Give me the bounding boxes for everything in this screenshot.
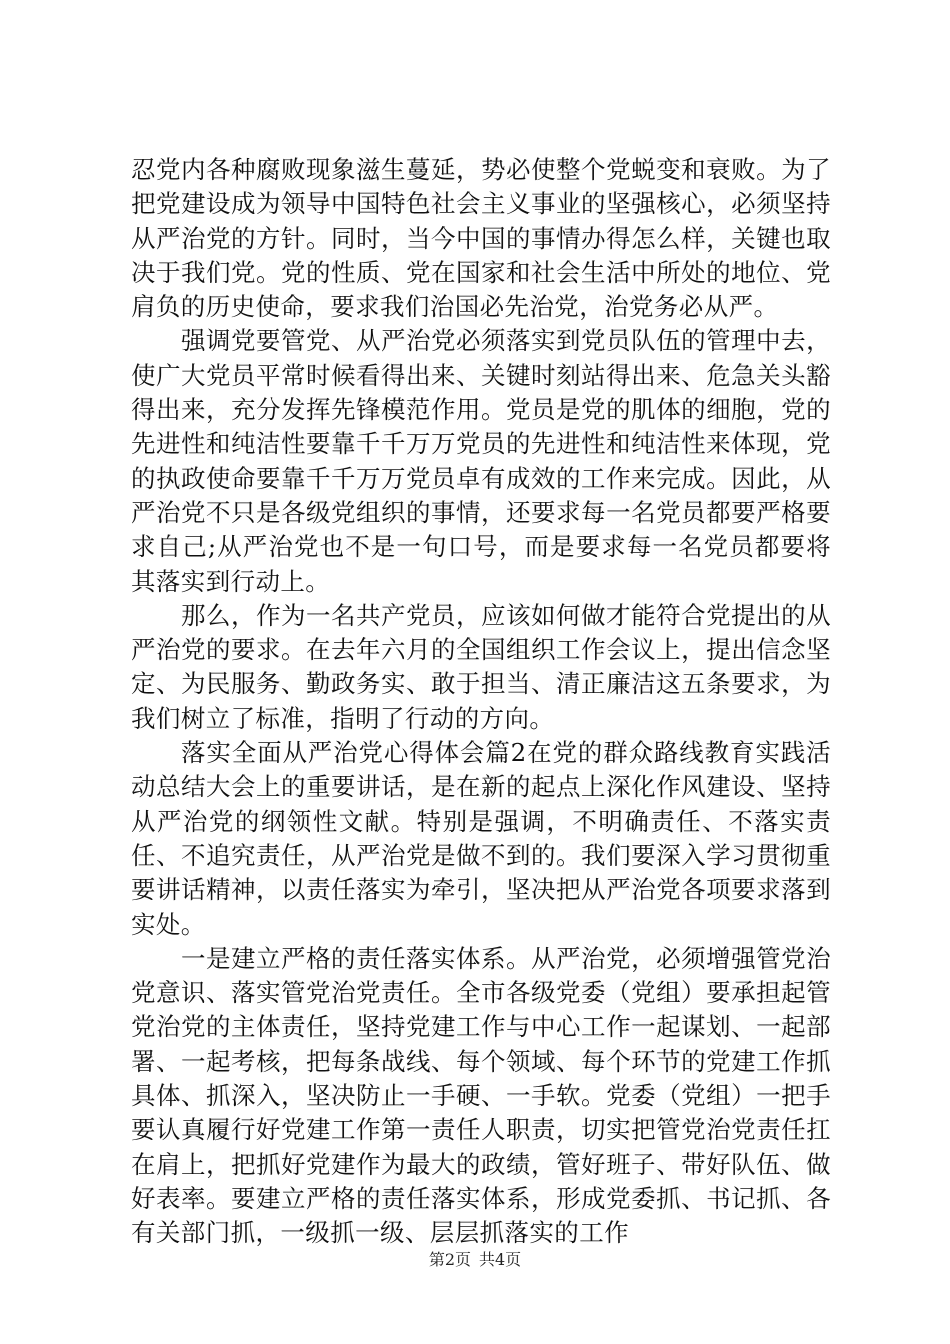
page-total: 共4页 (479, 1250, 522, 1269)
paragraph: 那么，作为一名共产党员，应该如何做才能符合党提出的从严治党的要求。在去年六月的全国组织工作会议上，提出信念坚定、为民服务、勤政务实、敢于担当、清正廉洁这五条要求，为我们树立了标准，指明了行动的方向。 (131, 600, 831, 733)
paragraph: 忍党内各种腐败现象滋生蔓延，势必使整个党蜕变和衰败。为了把党建设成为领导中国特色社会主义事业的坚强核心，必须坚持从严治党的方针。同时，当今中国的事情办得怎么样，关键也取决于我们党。党的性质、党在国家和社会生活中所处的地位、党肩负的历史使命，要求我们治国必先治党，治党务必从严。 (131, 155, 831, 322)
page-number: 第2页 (428, 1250, 471, 1269)
page-footer (0, 1247, 950, 1270)
document-body (131, 153, 831, 1251)
paragraph: 强调党要管党、从严治党必须落实到党员队伍的管理中去，使广大党员平常时候看得出来、关键时刻站得出来、危急关头豁得出来，充分发挥先锋模范作用。党员是党的肌体的细胞，党的先进性和纯洁性要靠千千万万党员的先进性和纯洁性来体现，党的执政使命要靠千千万万党员卓有成效的工作来完成。因此，从严治党不只是各级党组织的事情，还要求每一名党员都要严格要求自己;从严治党也不是一句口号，而是要求每一名党员都要将其落实到行动上。 (131, 326, 831, 596)
paragraph: 一是建立严格的责任落实体系。从严治党，必须增强管党治党意识、落实管党治党责任。全市各级党委（党组）要承担起管党治党的主体责任，坚持党建工作与中心工作一起谋划、一起部署、一起考核，把每条战线、每个领域、每个环节的党建工作抓具体、抓深入，坚决防止一手硬、一手软。党委（党组）一把手要认真履行好党建工作第一责任人职责，切实把管党治党责任扛在肩上，把抓好党建作为最大的政绩，管好班子、带好队伍、做好表率。要建立严格的责任落实体系，形成党委抓、书记抓、各有关部门抓，一级抓一级、层层抓落实的工作 (131, 943, 831, 1248)
paragraph: 落实全面从严治党心得体会篇2在党的群众路线教育实践活动总结大会上的重要讲话，是在新的起点上深化作风建设、坚持从严治党的纲领性文献。特别是强调，不明确责任、不落实责任、不追究责任，从严治党是做不到的。我们要深入学习贯彻重要讲话精神，以责任落实为牵引，坚决把从严治党各项要求落到实处。 (131, 738, 831, 939)
